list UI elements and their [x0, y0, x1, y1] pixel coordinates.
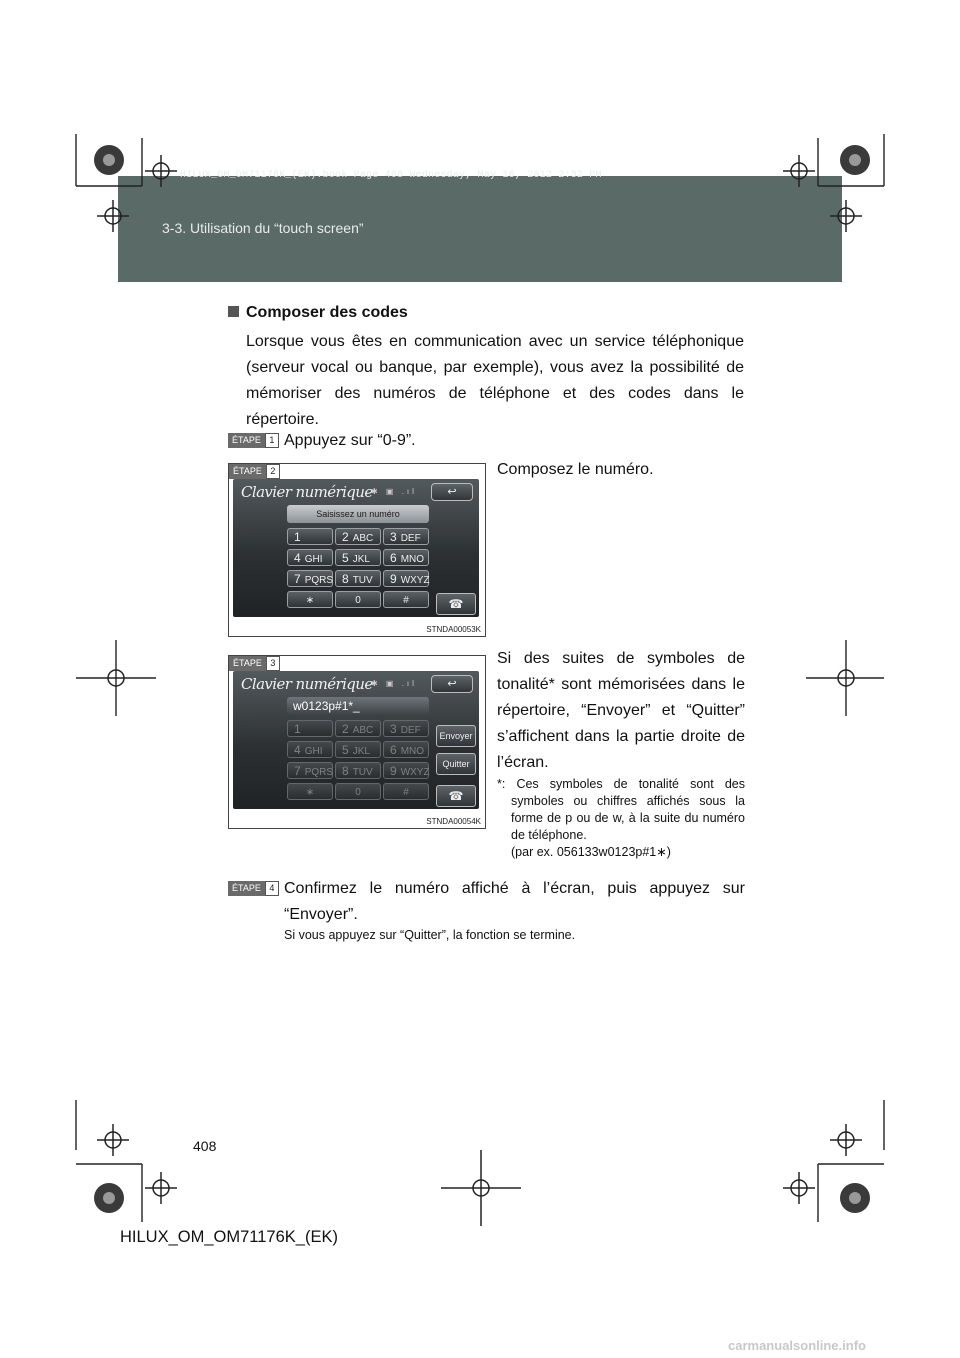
- step-badge-label: ÉTAPE: [229, 464, 266, 479]
- sub-heading-text: Composer des codes: [246, 304, 408, 321]
- screen-title: Clavier numérique: [241, 675, 373, 693]
- key-7[interactable]: 7 PQRS: [287, 570, 333, 587]
- footnote: [497, 776, 745, 861]
- step-badge-4: [228, 881, 279, 896]
- page-number: 408: [193, 1138, 217, 1154]
- key-8: 8 TUV: [335, 762, 381, 779]
- status-icons: ✱ ▣ .ıl: [371, 679, 417, 688]
- back-button[interactable]: ↩: [431, 675, 473, 693]
- key-0[interactable]: 0: [335, 591, 381, 608]
- key-3[interactable]: 3 DEF: [383, 528, 429, 545]
- key-4: 4 GHI: [287, 741, 333, 758]
- step-badge-label: ÉTAPE: [229, 656, 266, 671]
- key-6: 6 MNO: [383, 741, 429, 758]
- key-2[interactable]: 2 ABC: [335, 528, 381, 545]
- step-badge-1: [228, 433, 279, 448]
- step-badge-label: ÉTAPE: [228, 433, 265, 448]
- step-1-text: Appuyez sur “0-9”.: [284, 432, 416, 449]
- key-9: 9 WXYZ: [383, 762, 429, 779]
- key-hash: #: [383, 783, 429, 800]
- screenshot-send-quit: [228, 655, 486, 829]
- section-title: 3-3. Utilisation du “touch screen”: [162, 220, 364, 236]
- watermark: carmanualsonline.info: [728, 1338, 866, 1353]
- step-badge-number: 1: [265, 433, 279, 448]
- send-button[interactable]: Envoyer: [436, 725, 476, 747]
- book-meta: HILUX_OM_OM71176K_(EK).book Page 408 Wednesday, May 16, 2012 2:32 PM: [180, 170, 602, 181]
- screen-title: Clavier numérique: [241, 483, 373, 501]
- key-1[interactable]: 1: [287, 528, 333, 545]
- phone-icon: ☎: [448, 597, 464, 611]
- key-4[interactable]: 4 GHI: [287, 549, 333, 566]
- call-button[interactable]: [436, 593, 476, 615]
- key-6[interactable]: 6 MNO: [383, 549, 429, 566]
- key-1: 1: [287, 720, 333, 737]
- key-9[interactable]: 9 WXYZ: [383, 570, 429, 587]
- key-5: 5 JKL: [335, 741, 381, 758]
- key-0: 0: [335, 783, 381, 800]
- quit-button[interactable]: Quitter: [436, 753, 476, 775]
- back-button[interactable]: ↩: [431, 483, 473, 501]
- key-hash[interactable]: #: [383, 591, 429, 608]
- sub-heading: [228, 304, 408, 322]
- step-badge-number: 4: [265, 881, 279, 896]
- intro-paragraph: Lorsque vous êtes en communication avec un service téléphonique (serveur vocal ou banque, par exemple), vous avez la possibilité de mémoriser des numéros de téléphone et des codes dans le répertoire.: [246, 333, 744, 428]
- step-badge-3: [229, 656, 280, 671]
- key-5[interactable]: 5 JKL: [335, 549, 381, 566]
- key-8[interactable]: 8 TUV: [335, 570, 381, 587]
- step-4-text: Confirmez le numéro affiché à l’écran, puis appuyez sur “Envoyer”.: [284, 880, 745, 923]
- touch-screen: [233, 479, 479, 617]
- key-3: 3 DEF: [383, 720, 429, 737]
- step-2-text: Composez le numéro.: [497, 461, 654, 478]
- step-badge-2: [229, 464, 280, 479]
- footer-code: HILUX_OM_OM71176K_(EK): [120, 1228, 338, 1246]
- step-badge-label: ÉTAPE: [228, 881, 265, 896]
- step-badge-number: 3: [266, 656, 280, 671]
- footnote-text: *: Ces symboles de tonalité sont des symboles ou chiffres affichés sous la forme de p ou de w, à la suite du numéro de téléphone.: [497, 777, 745, 842]
- phone-icon: ☎: [448, 789, 464, 803]
- key-7: 7 PQRS: [287, 762, 333, 779]
- footnote-example: (par ex. 056133w0123p#1∗): [511, 845, 671, 859]
- key-star: ∗: [287, 783, 333, 800]
- step-note: Si vous appuyez sur “Quitter”, la fonction se termine.: [284, 928, 576, 942]
- key-2: 2 ABC: [335, 720, 381, 737]
- step-badge-number: 2: [266, 464, 280, 479]
- key-star[interactable]: ∗: [287, 591, 333, 608]
- touch-screen: [233, 671, 479, 809]
- image-code: STNDA00054K: [426, 817, 481, 826]
- number-display-field: w0123p#1*_: [287, 697, 429, 715]
- image-code: STNDA00053K: [426, 625, 481, 634]
- call-button[interactable]: [436, 785, 476, 807]
- step-3-text: Si des suites de symboles de tonalité* sont mémorisées dans le répertoire, “Envoyer” et “Quitter” s’affichent dans la partie droite de l’écran.: [497, 650, 745, 771]
- status-icons: ✱ ▣ .ıl: [371, 487, 417, 496]
- square-bullet-icon: [228, 306, 239, 317]
- screenshot-keypad: [228, 463, 486, 637]
- number-input-field[interactable]: Saisissez un numéro: [287, 505, 429, 523]
